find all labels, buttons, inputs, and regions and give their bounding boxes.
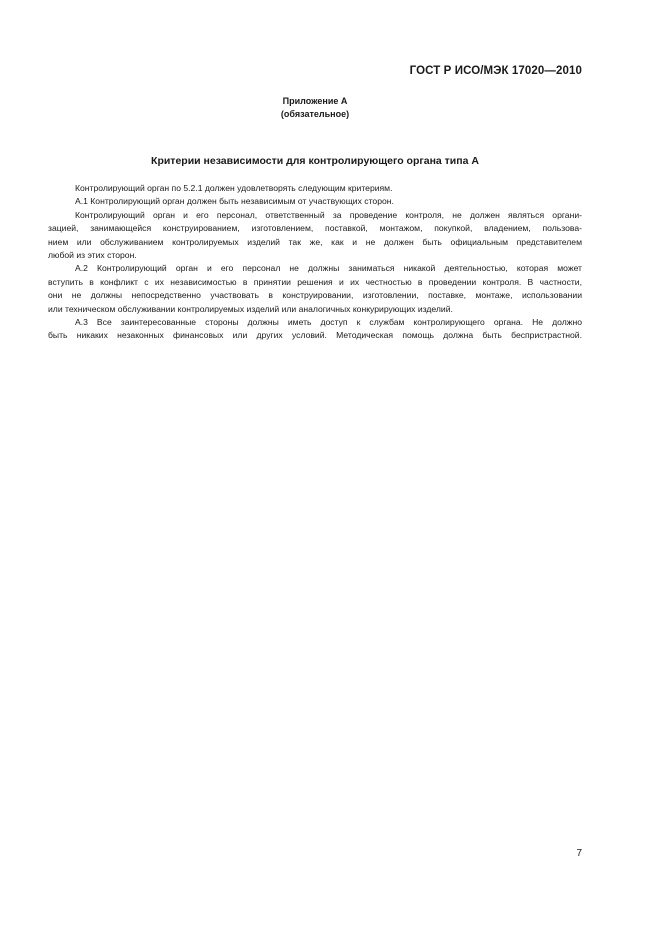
clause-a1-line: нием или обслуживанием контролируемых изделий так же, как и не должен быть официальным представителем bbox=[48, 236, 582, 247]
annex-heading bbox=[0, 95, 630, 121]
clause-a3-heading: А.3 Все заинтересованные стороны должны иметь доступ к службам контролирующего органа. Не должно bbox=[75, 317, 582, 328]
annex-body bbox=[48, 182, 582, 343]
clause-a2-line: или техническом обслуживании контролируемых изделий или аналогичных конкурирующих изделий. bbox=[48, 303, 453, 314]
clause-a1-line: любой из этих сторон. bbox=[48, 250, 137, 261]
clause-a1-line: Контролирующий орган и его персонал, ответственный за проведение контроля, не должен являться органи- bbox=[75, 209, 582, 220]
clause-a2-line: они не должны непосредственно участвовать в конструировании, изготовлении, поставке, монтаже, использовании bbox=[48, 290, 582, 301]
clause-a3-line: быть никаких незаконных финансовых или других условий. Методическая помощь должна быть беспристрастной. bbox=[48, 330, 582, 341]
clause-a1-heading: А.1 Контролирующий орган должен быть независимым от участвующих сторон. bbox=[75, 196, 394, 207]
clause-a1-line: зацией, занимающейся конструированием, изготовлением, поставкой, монтажом, покупкой, владением, пользова- bbox=[48, 223, 582, 234]
annex-title: Критерии независимости для контролирующего органа типа А bbox=[151, 155, 479, 167]
annex-label: Приложение А bbox=[282, 96, 348, 106]
intro-paragraph: Контролирующий орган по 5.2.1 должен удовлетворять следующим критериям. bbox=[75, 183, 393, 193]
page-number: 7 bbox=[576, 848, 582, 859]
annex-status: (обязательное) bbox=[280, 109, 350, 119]
clause-a2-line: вступить в конфликт с их независимостью в принятии решения и их честностью в проведении контроля. В частности, bbox=[48, 276, 582, 287]
standard-code: ГОСТ Р ИСО/МЭК 17020—2010 bbox=[409, 65, 582, 77]
clause-a2-heading: А.2 Контролирующий орган и его персонал не должны заниматься никакой деятельностью, которая может bbox=[75, 263, 582, 274]
